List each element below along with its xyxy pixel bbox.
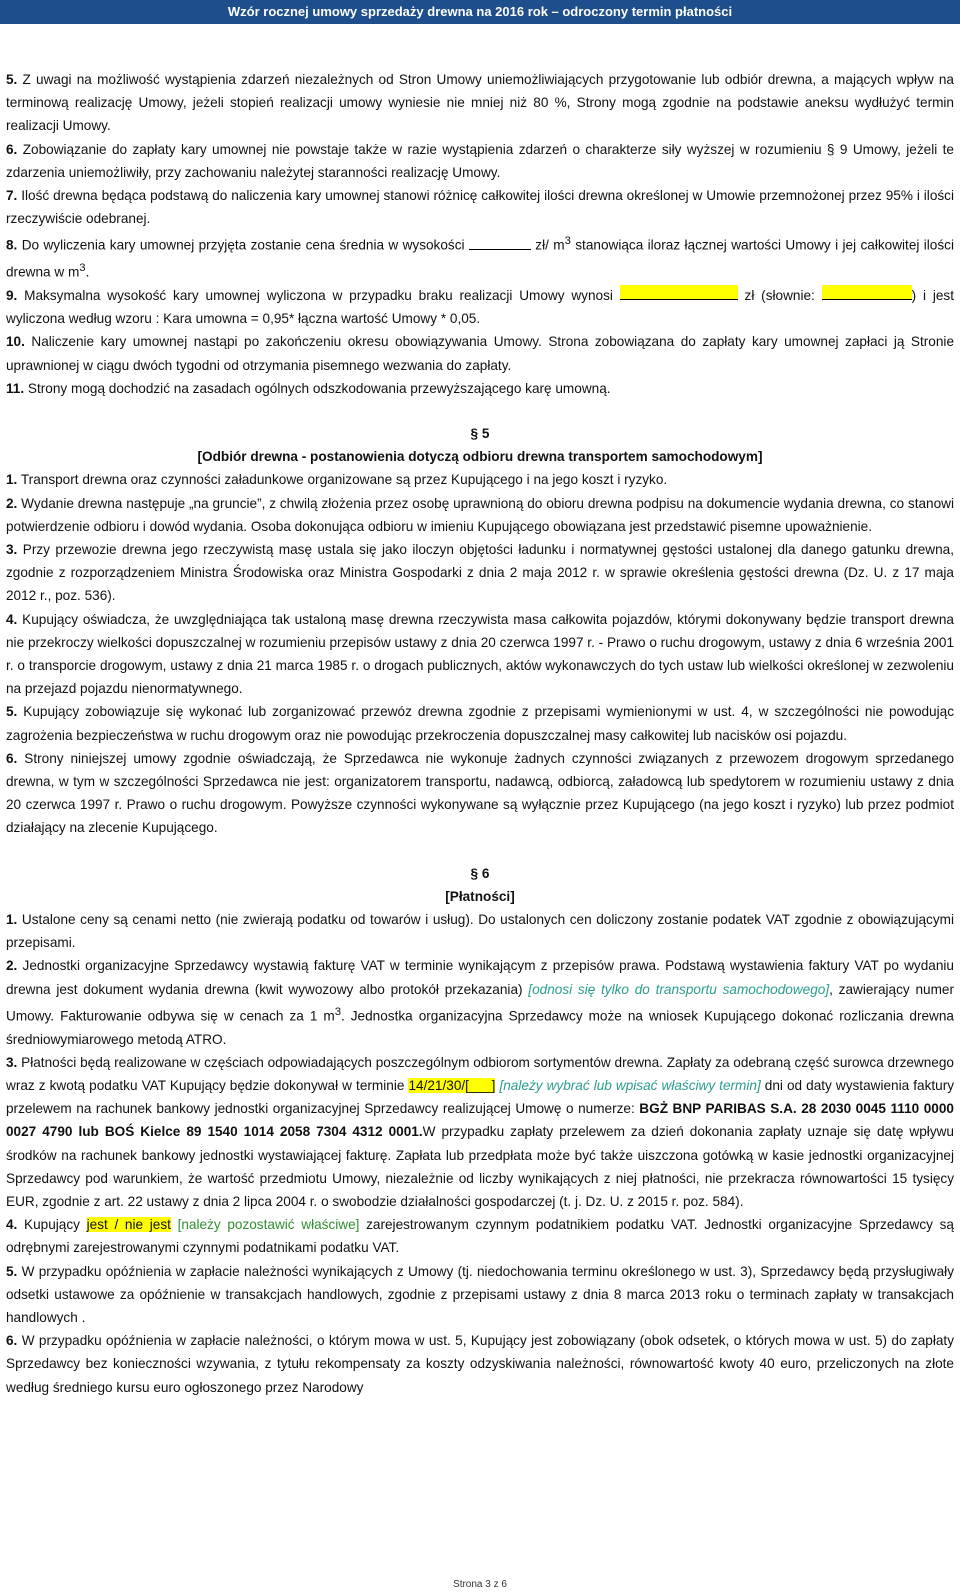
paragraph-4-7: 7. Ilość drewna będąca podstawą do naliczenia kary umownej stanowi różnicę całkowitej ilości drewna określonej w Umowie przemnożonej przez 95% i ilości rzeczywiście odebranej. (6, 188, 954, 227)
section-5-number: § 5 (470, 425, 490, 441)
paragraph-5-2: 2. Wydanie drewna następuje „na gruncie”, z chwilą złożenia przez osobę uprawnioną do obioru drewna podpisu na dokumencie wydania drewna, co stanowi potwierdzenie odbioru i dowód wydania. Osoba dokonująca odbioru w imieniu Kupującego obowiązana jest przedstawić pisemne upoważnienie. (6, 495, 954, 534)
document-body (6, 68, 954, 1399)
vat-status-option[interactable]: jest / nie jest (86, 1217, 171, 1233)
max-penalty-blank[interactable] (620, 285, 738, 300)
paragraph-5-5: 5. Kupujący zobowiązuje się wykonać lub zorganizować przewóz drewna zgodnie z przepisami wymienionymi w ust. 4, w szczególności nie powodując zagrożenia bezpieczeństwa w ruchu drogowym oraz nie powodując przekroczenia dopuszczalnej masy całkowitej lub nacisków osi pojazdu. (6, 704, 954, 743)
document-title: Wzór rocznej umowy sprzedaży drewna na 2016 rok – odroczony termin płatności (227, 4, 733, 19)
transport-note: [odnosi się tylko do transportu samochodowego] (528, 981, 830, 997)
paragraph-4-8: 8. Do wyliczenia kary umownej przyjęta zostanie cena średnia w wysokości zł/ $m^3$ stanowiąca iloraz łącznej wartości Umowy i jej całkowitej ilości drewna w $m^3$. (6, 235, 954, 280)
page-footer (0, 1579, 960, 1590)
section-6-number: § 6 (470, 865, 490, 881)
paragraph-4-9: 9. Maksymalna wysokość kary umownej wyliczona w przypadku braku realizacji Umowy wynosi zł (słownie: ) i jest wyliczona według wzoru : Kara umowna = 0,95* łączna wartość Umowy * 0,05. (6, 284, 954, 330)
paragraph-5-6: 6. Strony niniejszej umowy zgodnie oświadczają, że Sprzedawca nie wykonuje żadnych czynności związanych z przewozem drogowym sprzedanego drewna, w tym w szczególności Sprzedawca nie jest: organizatorem transportu, nadawcą, odbiorcą, załadowcą lub spedytorem w rozumieniu ustawy z dnia 20 czerwca 1997 r. Prawo o ruchu drogowym. Powyższe czynności wykonywane są wyłącznie przez Kupującego (na jego koszt i ryzyko) lub przez podmiot działający na zlecenie Kupującego. (6, 750, 954, 836)
bank-account: BGŻ BNP PARIBAS S.A. 28 2030 0045 1110 0000 0027 4790 lub BOŚ Kielce 89 1540 1014 2058 7304 4312 0001. (6, 1101, 954, 1140)
vat-status-note: [należy pozostawić właściwe] (177, 1217, 360, 1233)
paragraph-5-4: 4. Kupujący oświadcza, że uwzględniająca tak ustaloną masę drewna rzeczywista masa całkowita pojazdów, którymi dokonywany będzie transport drewna nie przekroczy wielkości dopuszczalnej w rozumieniu przepisów ustawy z dnia 20 czerwca 1997 r. - Prawo o ruchu drogowym, ustawy z dnia 6 września 2001 r. o transporcie drogowym, ustawy z dnia 21 marca 1985 r. o drogach publicznych, aktów wykonawczych do tych ustaw lub wielkości określonej w zezwoleniu na przejazd pojazdu nienormatywnego. (6, 611, 954, 697)
payment-term-option[interactable]: 14/21/30/[___] (408, 1077, 496, 1093)
paragraph-5-1: 1. Transport drewna oraz czynności załadunkowe organizowane są przez Kupującego i na jego koszt i ryzyko. (6, 472, 668, 488)
paragraph-6-6: 6. W przypadku opóźnienia w zapłacie należności, o którym mowa w ust. 5, Kupujący jest zobowiązany (obok odsetek, o których mowa w ust. 5) do zapłaty Sprzedawcy bez konieczności wzywania, z tytułu rekompensaty za koszty odzyskiwania należności, równowartość kwoty 40 euro, przeliczonych na złote według średniego kursu euro ogłoszonego przez Narodowy (6, 1333, 954, 1395)
paragraph-5-3: 3. Przy przewozie drewna jego rzeczywistą masę ustala się jako iloczyn objętości ładunku i normatywnej gęstości ustalonej dla danego gatunku drewna, zgodnie z rozporządzeniem Ministra Środowiska oraz Ministra Gospodarki z dnia 2 maja 2012 r. w sprawie określenia gęstości drewna (Dz. U. z 17 maja 2012 r., poz. 536). (6, 541, 954, 604)
section-6-title: [Płatności] (445, 888, 515, 904)
paragraph-6-3: 3. Płatności będą realizowane w częściach odpowiadających poszczególnym odbiorom sortymentów drewna. Zapłaty za odebraną część surowca drzewnego wraz z kwotą podatku VAT Kupujący będzie dokonywał w terminie 14/21/30/[___] [należy wybrać lub wpisać właściwy termin] dni od daty wystawienia faktury przelewem na rachunek bankowy jednostki organizacyjnej Sprzedawcy realizującej Umowę o numerze: BGŻ BNP PARIBAS S.A. 28 2030 0045 1110 0000 0027 4790 lub BOŚ Kielce 89 1540 1014 2058 7304 4312 0001.W przypadku zapłaty przelewem za dzień dokonania zapłaty uznaje się datę wpływu środków na rachunek bankowy jednostki wystawiającej fakturę. Zapłata lub przedpłata może być także uiszczona gotówką w kasie jednostki organizacyjnej Sprzedawcy pod warunkiem, że wartość przedmiotu Umowy, niezależnie od liczby wynikających z niej płatności, nie przekracza równowartości 15 tysięcy EUR, zgodnie z art. 22 ustawy z dnia 2 lipca 2004 r. o swobodzie działalności gospodarczej (t. j. Dz. U. z 2015 r. poz. 584). (6, 1054, 955, 1209)
paragraph-4-10: 10. Naliczenie kary umownej nastąpi po zakończeniu okresu obowiązywania Umowy. Strona zobowiązana do zapłaty kary umownej zapłaci ją Stronie uprawnionej w ciągu dwóch tygodni od otrzymania pisemnego wezwania do zapłaty. (6, 334, 954, 373)
penalty-words-blank[interactable] (822, 285, 912, 300)
document-header (0, 0, 960, 24)
price-blank[interactable] (469, 235, 531, 250)
payment-term-note: [należy wybrać lub wpisać właściwy termin] (499, 1077, 761, 1093)
paragraph-4-5: 5. Z uwagi na możliwość wystąpienia zdarzeń niezależnych od Stron Umowy uniemożliwiających przygotowanie lub odbiór drewna, a mających wpływ na terminową realizację Umowy, jeżeli stopień realizacji umowy wyniesie nie mniej niż 80 %, Strony mogą zgodnie na podstawie aneksu wydłużyć termin realizacji Umowy. (6, 72, 954, 134)
paragraph-6-5: 5. W przypadku opóźnienia w zapłacie należności wynikających z Umowy (tj. niedochowania terminu określonego w ust. 3), Sprzedawcy będą przysługiwały odsetki ustawowe za opóźnienie w transakcjach handlowych, zgodnie z przepisami ustawy z dnia 8 marca 2013 roku o terminach zapłaty w transakcjach handlowych . (6, 1263, 954, 1325)
paragraph-4-6: 6. Zobowiązanie do zapłaty kary umownej nie powstaje także w razie wystąpienia zdarzeń o charakterze siły wyższej w rozumieniu § 9 Umowy, jeżeli te zdarzenia uniemożliwiły, przy zachowaniu należytej staranności realizację Umowy. (6, 141, 954, 180)
paragraph-6-2: 2. Jednostki organizacyjne Sprzedawcy wystawią fakturę VAT w terminie wynikającym z przepisów prawa. Podstawą wystawienia faktury VAT po wydaniu drewna jest dokument wydania drewna (kwit wywozowy albo protokół przekazania) [odnosi się tylko do transportu samochodowego], zawierający numer Umowy. Fakturowanie odbywa się w cenach za 1 $m^3$. Jednostka organizacyjna Sprzedawcy może na wniosek Kupującego dokonać rozliczania drewna średniowymiarowego metodą ATRO. (6, 958, 954, 1047)
paragraph-4-11: 11. Strony mogą dochodzić na zasadach ogólnych odszkodowania przewyższającego karę umowną. (6, 380, 611, 396)
section-5-title: [Odbiór drewna - postanowienia dotyczą odbioru drewna transportem samochodowym] (197, 449, 763, 465)
paragraph-6-4: 4. Kupujący jest / nie jest [należy pozostawić właściwe] zarejestrowanym czynnym podatnikiem podatku VAT. Jednostki organizacyjne Sprzedawcy są odrębnymi zarejestrowanymi czynnymi podatnikami podatku VAT. (6, 1217, 954, 1256)
paragraph-6-1: 1. Ustalone ceny są cenami netto (nie zwierają podatku od towarów i usług). Do ustalonych cen doliczony zostanie podatek VAT zgodnie z obowiązującymi przepisami. (6, 911, 954, 951)
page-number: Strona 3 z 6 (453, 1579, 507, 1590)
